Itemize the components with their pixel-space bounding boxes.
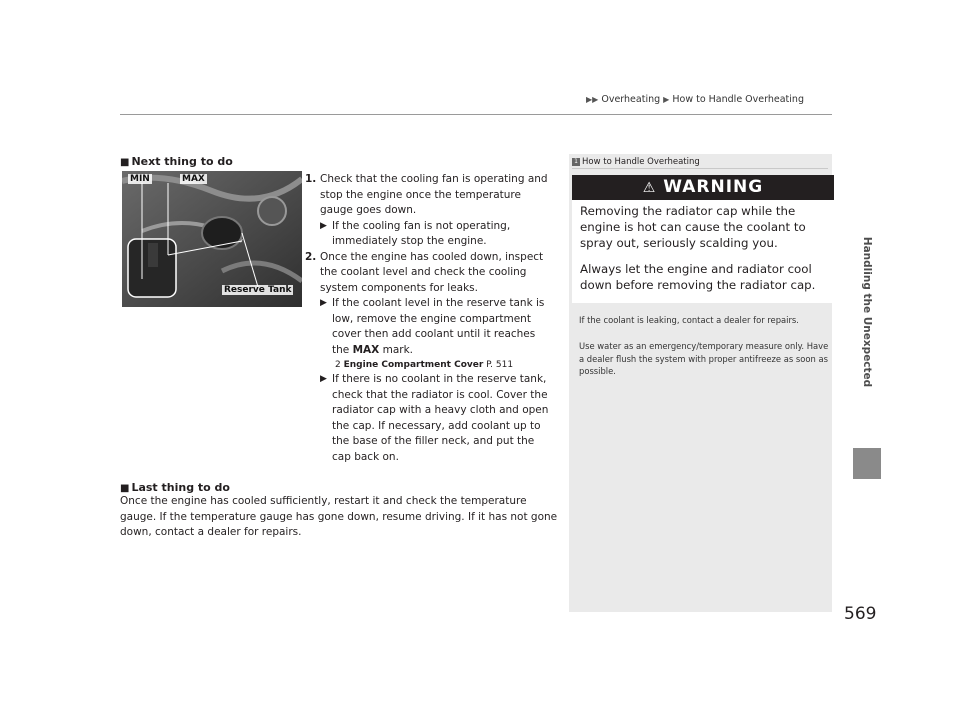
warning-triangle-icon: ⚠ — [642, 180, 657, 196]
reference-icon: 2 — [335, 360, 341, 370]
min-label: MIN — [130, 174, 150, 184]
breadcrumb-item-how-to-handle[interactable]: How to Handle Overheating — [672, 94, 804, 105]
step-2: 2. Once the engine has cooled down, inspect the coolant level and check the cooling system components for leaks. — [305, 250, 544, 294]
next-steps — [305, 172, 555, 465]
last-heading: ■ Last thing to do — [120, 481, 230, 494]
page-number: 569 — [844, 604, 877, 624]
step-1: 1. Check that the cooling fan is operating and stop the engine once the temperature gauge goes down. — [305, 173, 548, 216]
page-reference[interactable]: 2 Engine Compartment Cover P. 511 — [335, 360, 514, 370]
sidebar-note-2: Use water as an emergency/temporary measure only. Have a dealer flush the system with proper antifreeze as soon as possible. — [579, 341, 829, 376]
warning-paragraph-2: Always let the engine and radiator cool down before removing the radiator cap. — [580, 262, 816, 292]
header-divider — [120, 114, 832, 115]
note-icon: 1 — [572, 158, 580, 166]
reserve-tank-figure — [122, 171, 302, 307]
warning-banner: ⚠ WARNING — [572, 175, 834, 200]
double-arrow-icon: ▶▶ — [586, 95, 599, 104]
next-heading: ■ Next thing to do — [120, 155, 233, 168]
reserve-tank-label: Reserve Tank — [224, 285, 292, 295]
breadcrumb — [586, 94, 804, 105]
section-tab-label: Handling the Unexpected — [861, 236, 873, 387]
arrow-icon: ▶ — [320, 220, 327, 231]
breadcrumb-item-overheating[interactable]: Overheating — [601, 94, 661, 105]
section-tab-marker — [853, 448, 881, 479]
arrow-icon: ▶ — [320, 298, 327, 308]
last-text: Once the engine has cooled sufficiently, restart it and check the temperature gauge. If the temperature gauge has gone down, resume driving. If it has not gone down, contact a dealer for repairs. — [120, 495, 558, 538]
warning-text — [580, 203, 828, 303]
arrow-icon: ▶ — [320, 374, 327, 384]
square-bullet-icon: ■ — [120, 157, 130, 168]
section-tab[interactable] — [853, 144, 881, 479]
last-section — [120, 481, 560, 541]
arrow-icon: ▶ — [663, 95, 670, 104]
max-label: MAX — [182, 174, 205, 184]
sidebar-divider — [572, 168, 828, 169]
step-1-sub: ▶ If the cooling fan is not operating, immediately stop the engine. — [320, 219, 511, 247]
step-2-sub-2: ▶ If there is no coolant in the reserve tank, check that the radiator is cool. Cover the radiator cap with a heavy cloth and open the cap. If necessary, add coolant up to the base of the filler neck, and put the cap back on. — [320, 373, 549, 463]
sidebar-title: 1 How to Handle Overheating — [572, 157, 700, 167]
warning-paragraph-1: Removing the radiator cap while the engine is hot can cause the coolant to spray out, seriously scalding you. — [580, 204, 806, 250]
sidebar-note-1: If the coolant is leaking, contact a dealer for repairs. — [579, 315, 799, 325]
square-bullet-icon: ■ — [120, 483, 130, 494]
step-2-sub-1: ▶ If the coolant level in the reserve tank is low, remove the engine compartment cover then add coolant until it reaches the MAX mark. — [320, 297, 545, 356]
